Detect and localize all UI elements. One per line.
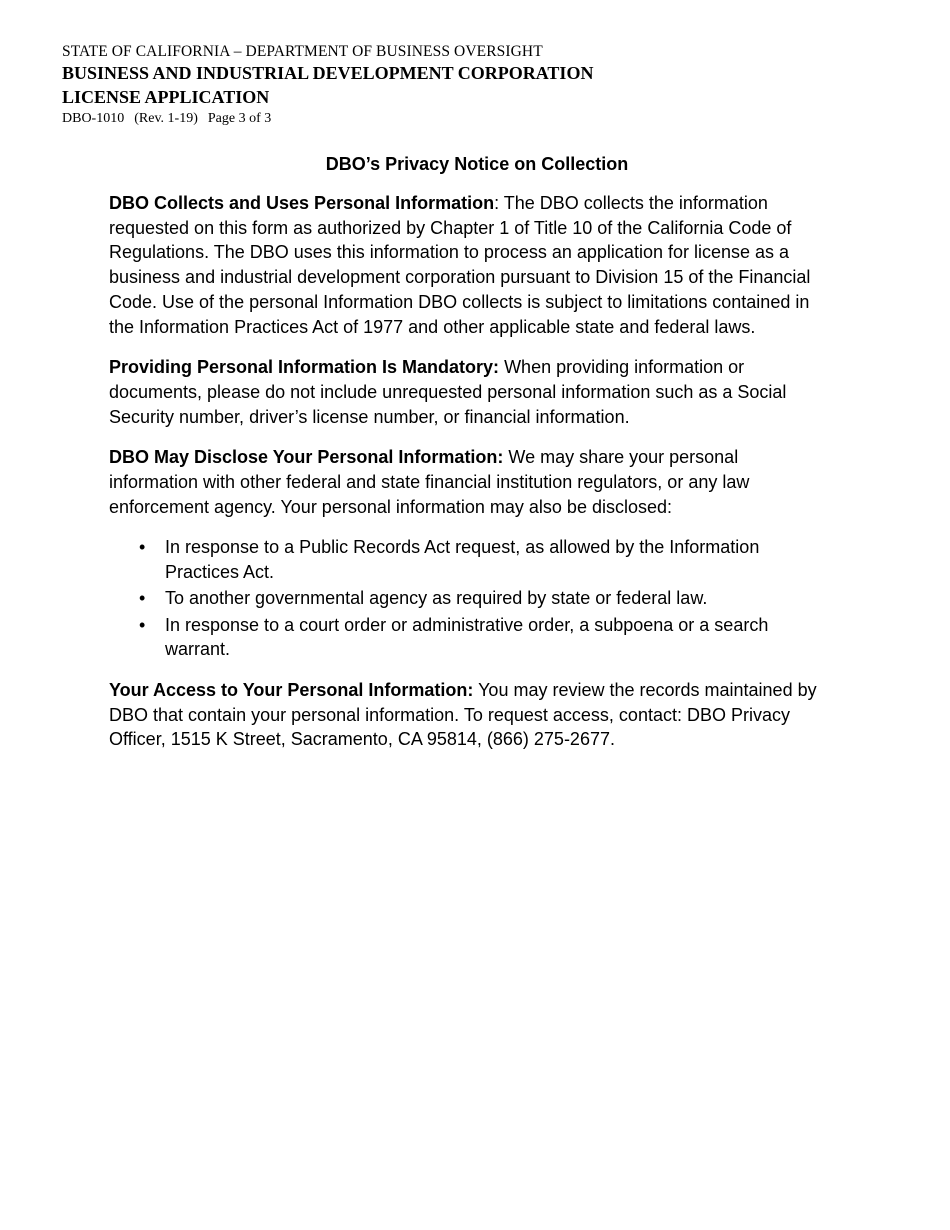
form-title-line-1: BUSINESS AND INDUSTRIAL DEVELOPMENT CORPORATION [62,63,594,83]
disclose-heading: DBO May Disclose Your Personal Information: [109,447,504,468]
disclose-text: We may share your personal information with other federal and state financial institution regulators, or any law enforcement agency. Your personal information may also be disclosed: [109,447,750,517]
form-identifier [62,109,593,129]
list-item [109,535,829,584]
bullet-icon: • [139,588,146,609]
mandatory-paragraph [109,355,829,429]
department-line: STATE OF CALIFORNIA – DEPARTMENT OF BUSINESS OVERSIGHT [62,43,543,60]
list-item [109,613,829,662]
mandatory-heading: Providing Personal Information Is Mandatory: [109,357,500,378]
collect-text: : The DBO collects the information requested on this form as authorized by Chapter 1 of Title 10 of the California Code of Regulations. The DBO uses this information to process an application for license as a business and industrial development corporation pursuant to Division 15 of the Financial Code. Use of the personal Information DBO collects is subject to limitations contained in the Information Practices Act of 1977 and other applicable state and federal laws. [109,193,811,337]
form-header [62,42,593,129]
notice-title: DBO’s Privacy Notice on Collection [325,154,629,174]
collect-heading: DBO Collects and Uses Personal Information [109,193,495,213]
list-item [109,586,829,611]
list-item-text: In response to a court order or administrative order, a subpoena or a search warrant. [165,614,769,660]
list-item-text: In response to a Public Records Act request, as allowed by the Information Practices Act. [165,537,760,583]
mandatory-text: When providing information or documents, please do not include unrequested personal information such as a Social Security number, driver’s license number, or financial information. [109,357,787,427]
collect-paragraph [109,191,829,339]
list-item-text: To another governmental agency as required by state or federal law. [165,588,708,609]
access-text: You may review the records maintained by DBO that contain your personal information. To request access, contact: DBO Privacy Officer, 1515 K Street, Sacramento, CA 95814, (866) 275-2677. [109,679,817,750]
bullet-icon: • [139,537,146,558]
access-heading: Your Access to Your Personal Information: [109,679,474,700]
bullet-icon: • [139,614,146,635]
notice-body [109,191,829,768]
page-number: Page 3 of 3 [207,111,272,126]
access-paragraph [109,678,829,752]
disclosure-list [109,535,829,662]
form-revision: (Rev. 1-19) [134,111,198,126]
form-title-line-2: LICENSE APPLICATION [62,87,270,107]
form-number: DBO-1010 [62,111,125,126]
disclose-paragraph [109,445,829,519]
